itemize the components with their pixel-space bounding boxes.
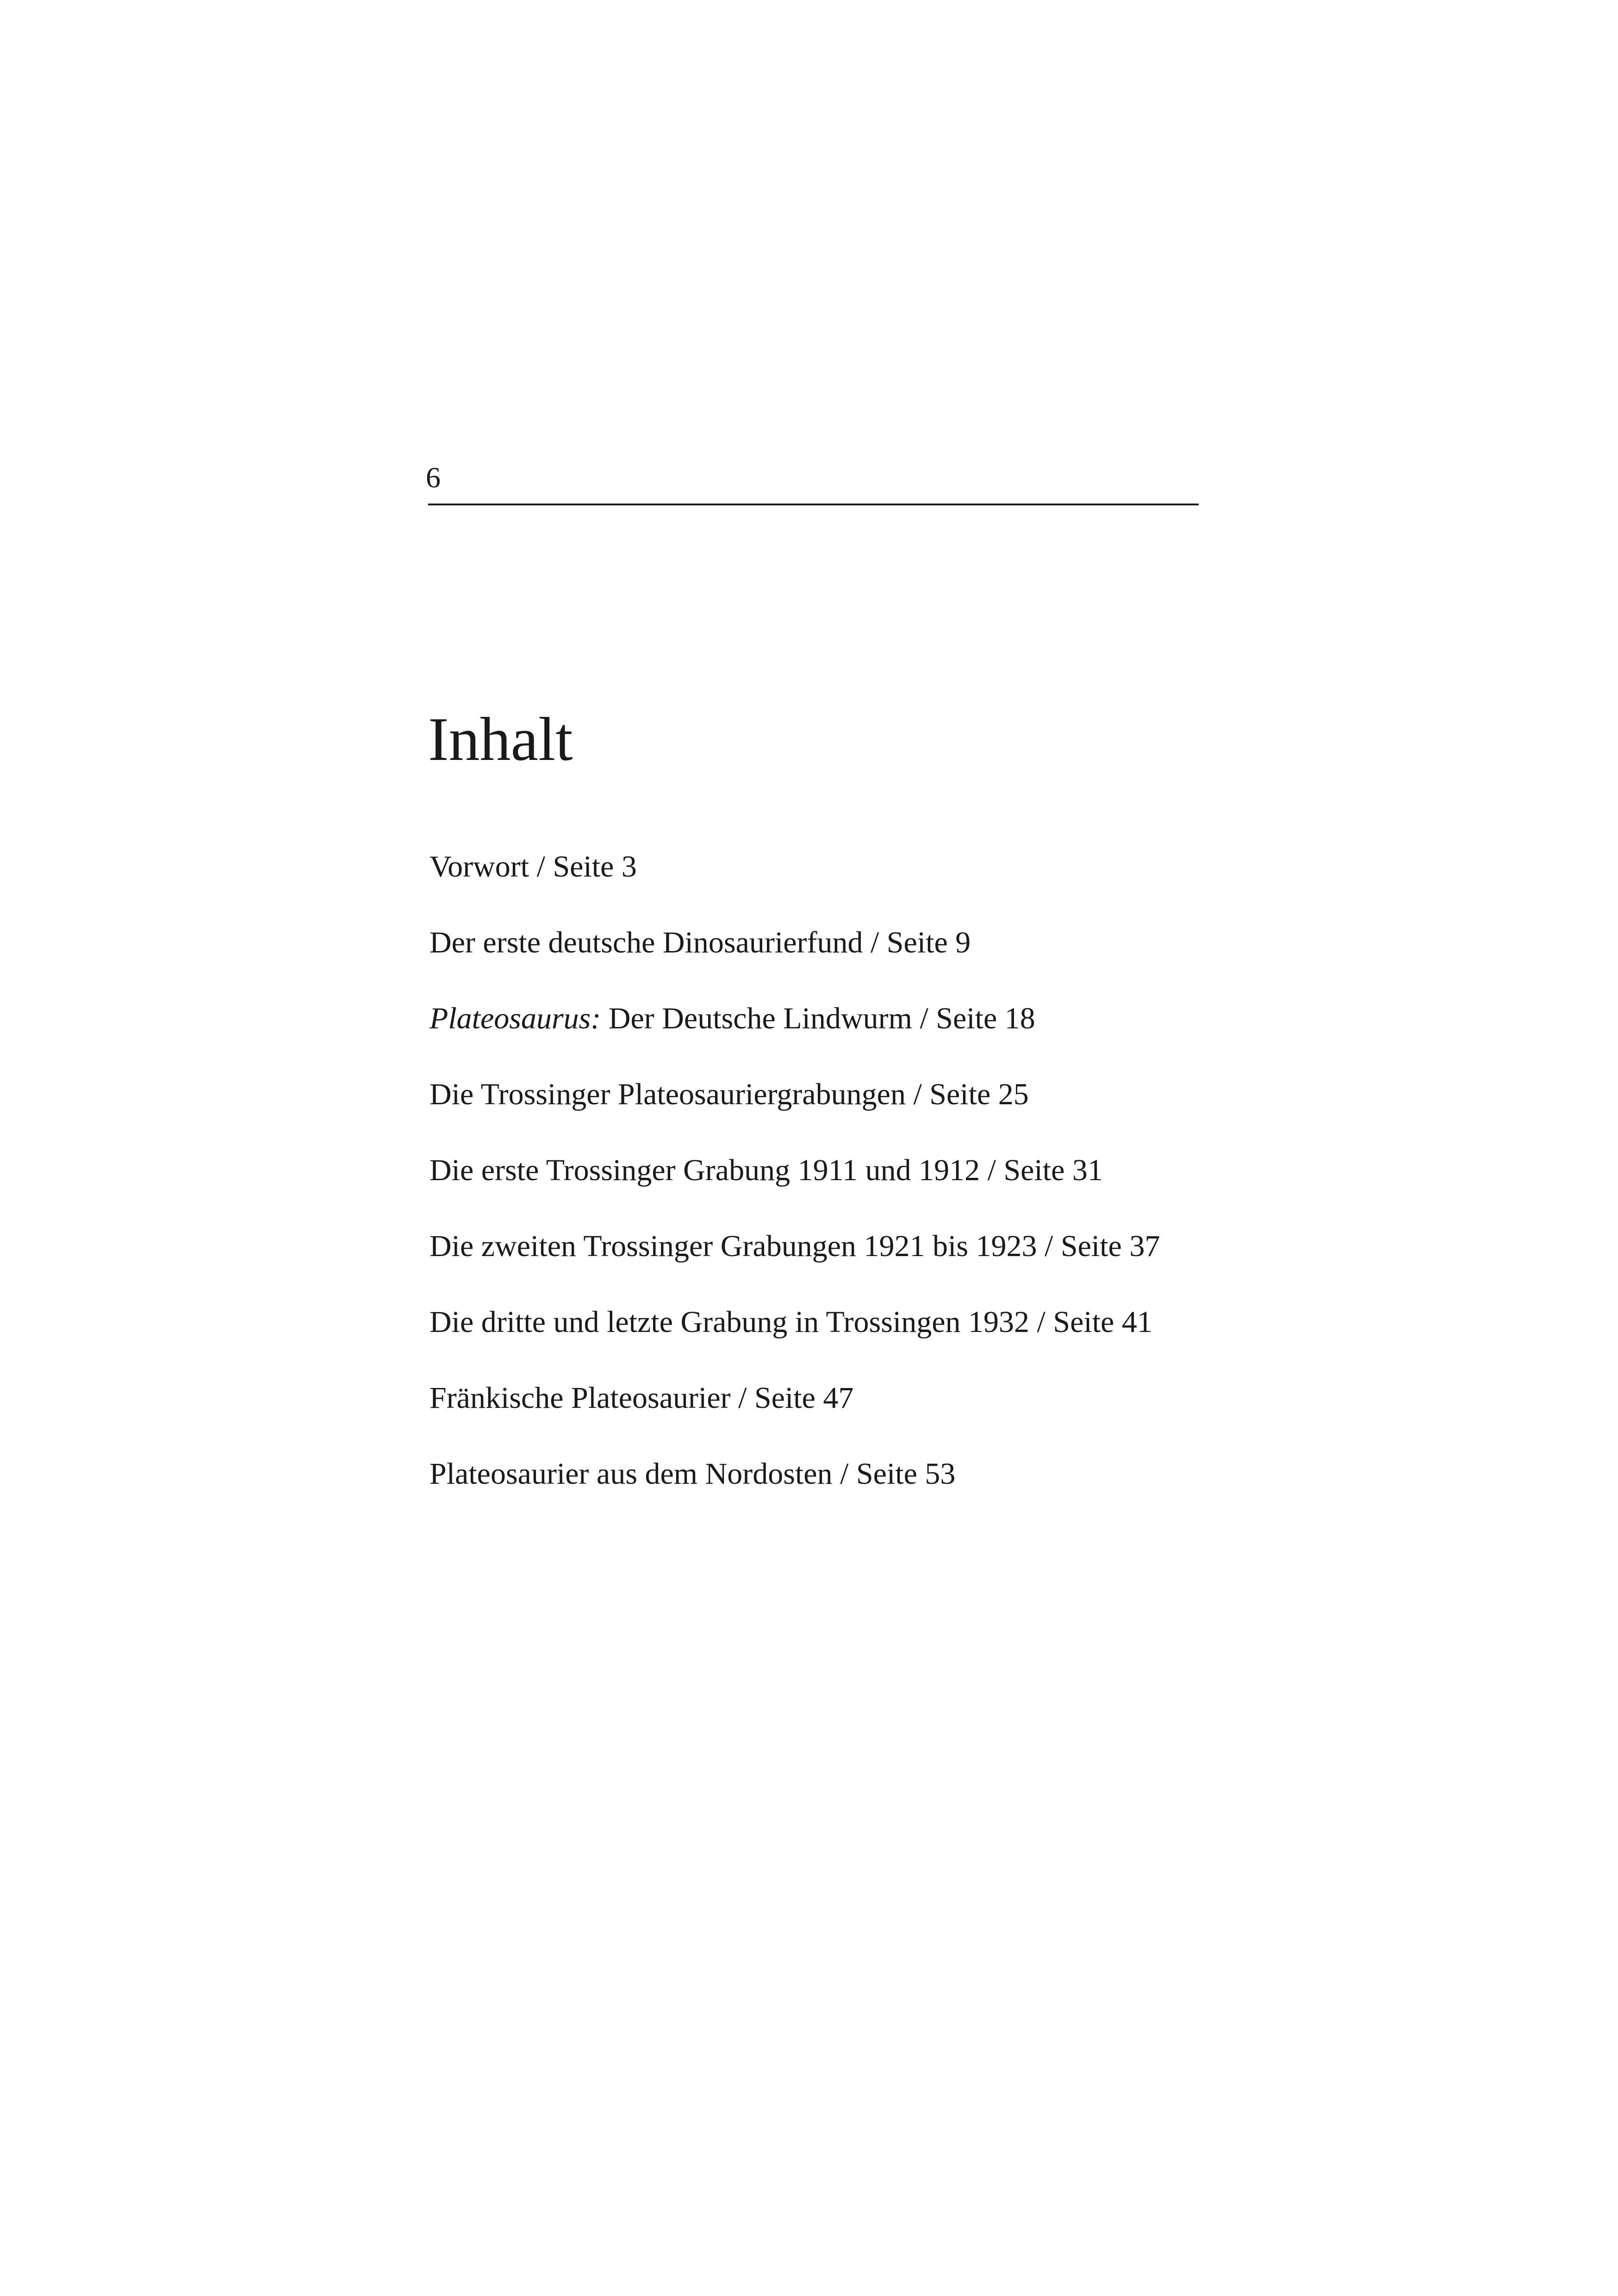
toc-entry-plateosauriergrabungen bbox=[429, 1079, 1160, 1155]
toc-entry-text: Die zweiten Trossinger Grabungen 1921 bis 1923 / Seite 37 bbox=[429, 1229, 1160, 1263]
toc-entry-italic-prefix: Plateosaurus: bbox=[429, 1002, 601, 1035]
toc-list bbox=[429, 852, 1160, 1535]
toc-entry-zweite-grabungen bbox=[429, 1231, 1160, 1307]
toc-entry-text: Der Deutsche Lindwurm / Seite 18 bbox=[601, 1002, 1035, 1035]
toc-entry-text: Plateosaurier aus dem Nordosten / Seite 53 bbox=[429, 1457, 956, 1491]
toc-entry-text: Die dritte und letzte Grabung in Trossingen 1932 / Seite 41 bbox=[429, 1305, 1152, 1339]
toc-entry-text: Die erste Trossinger Grabung 1911 und 1912 / Seite 31 bbox=[429, 1153, 1103, 1187]
toc-entry-dinosaurierfund bbox=[429, 927, 1160, 1003]
toc-entry-vorwort bbox=[429, 852, 1160, 927]
toc-entry-nordosten bbox=[429, 1459, 1160, 1535]
toc-title: Inhalt bbox=[428, 705, 573, 773]
toc-entry-dritte-grabung bbox=[429, 1307, 1160, 1383]
toc-entry-fraenkische bbox=[429, 1383, 1160, 1459]
toc-entry-text: Die Trossinger Plateosauriergrabungen / Seite 25 bbox=[429, 1077, 1029, 1111]
toc-entry-lindwurm bbox=[429, 1003, 1160, 1079]
toc-entry-erste-grabung bbox=[429, 1155, 1160, 1231]
toc-entry-text: Vorwort / Seite 3 bbox=[429, 850, 637, 884]
page-number: 6 bbox=[426, 461, 441, 494]
toc-entry-text: Der erste deutsche Dinosaurierfund / Seite 9 bbox=[429, 926, 971, 959]
header-rule bbox=[428, 504, 1199, 505]
toc-entry-text: Fränkische Plateosaurier / Seite 47 bbox=[429, 1381, 854, 1415]
